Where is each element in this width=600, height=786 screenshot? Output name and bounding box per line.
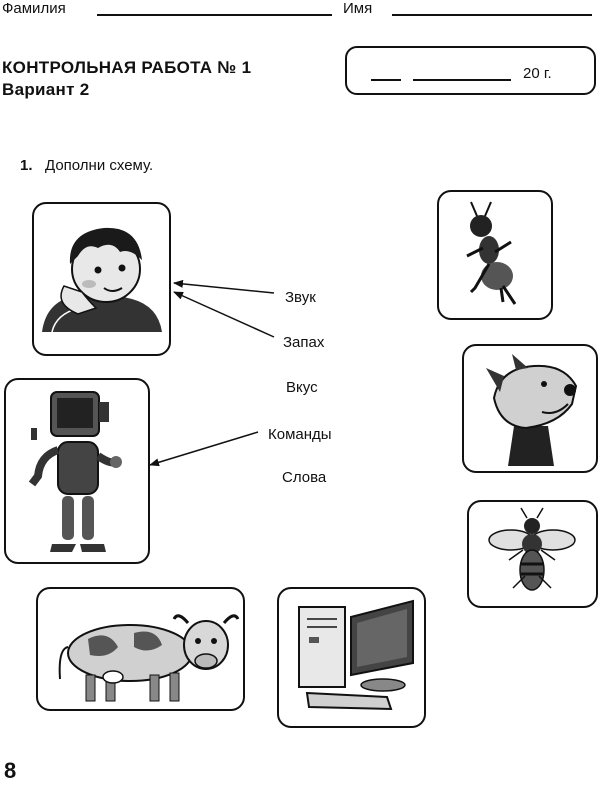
computer-picture-frame: [277, 587, 426, 728]
word-smell: Запах: [283, 334, 325, 351]
word-commands: Команды: [268, 426, 332, 443]
bee-picture-frame: [467, 500, 598, 608]
dog-picture-frame: [462, 344, 598, 473]
variant-label: Вариант 2: [2, 80, 90, 99]
word-sound: Звук: [285, 289, 316, 306]
task-instruction: Дополни схему.: [45, 157, 154, 174]
date-day-line[interactable]: [371, 79, 401, 81]
ant-icon: [439, 192, 551, 318]
name-field-line[interactable]: [392, 14, 592, 16]
ant-picture-frame: [437, 190, 553, 320]
work-title: КОНТРОЛЬНАЯ РАБОТА № 1: [2, 58, 252, 77]
boy-picture-frame: [32, 202, 171, 356]
date-month-line[interactable]: [413, 79, 511, 81]
dog-icon: [464, 346, 596, 471]
name-label: Имя: [343, 0, 373, 17]
computer-icon: [279, 589, 424, 726]
robot-picture-frame: [4, 378, 150, 564]
cow-picture-frame: [36, 587, 245, 711]
surname-label: Фамилия: [2, 0, 66, 17]
date-year-label: 20 г.: [523, 65, 552, 82]
bee-icon: [469, 502, 596, 606]
surname-field-line[interactable]: [97, 14, 332, 16]
word-words: Слова: [282, 469, 327, 486]
arrow-commands-to-robot: [150, 432, 258, 465]
task-number: 1.: [20, 157, 33, 174]
page-number: 8: [4, 758, 17, 783]
robot-icon: [6, 380, 148, 562]
date-box: [345, 46, 596, 95]
cow-icon: [38, 589, 243, 709]
word-taste: Вкус: [286, 379, 318, 396]
boy-icon: [34, 204, 169, 354]
arrow-smell-to-boy: [174, 292, 274, 337]
arrow-sound-to-boy: [174, 283, 274, 293]
